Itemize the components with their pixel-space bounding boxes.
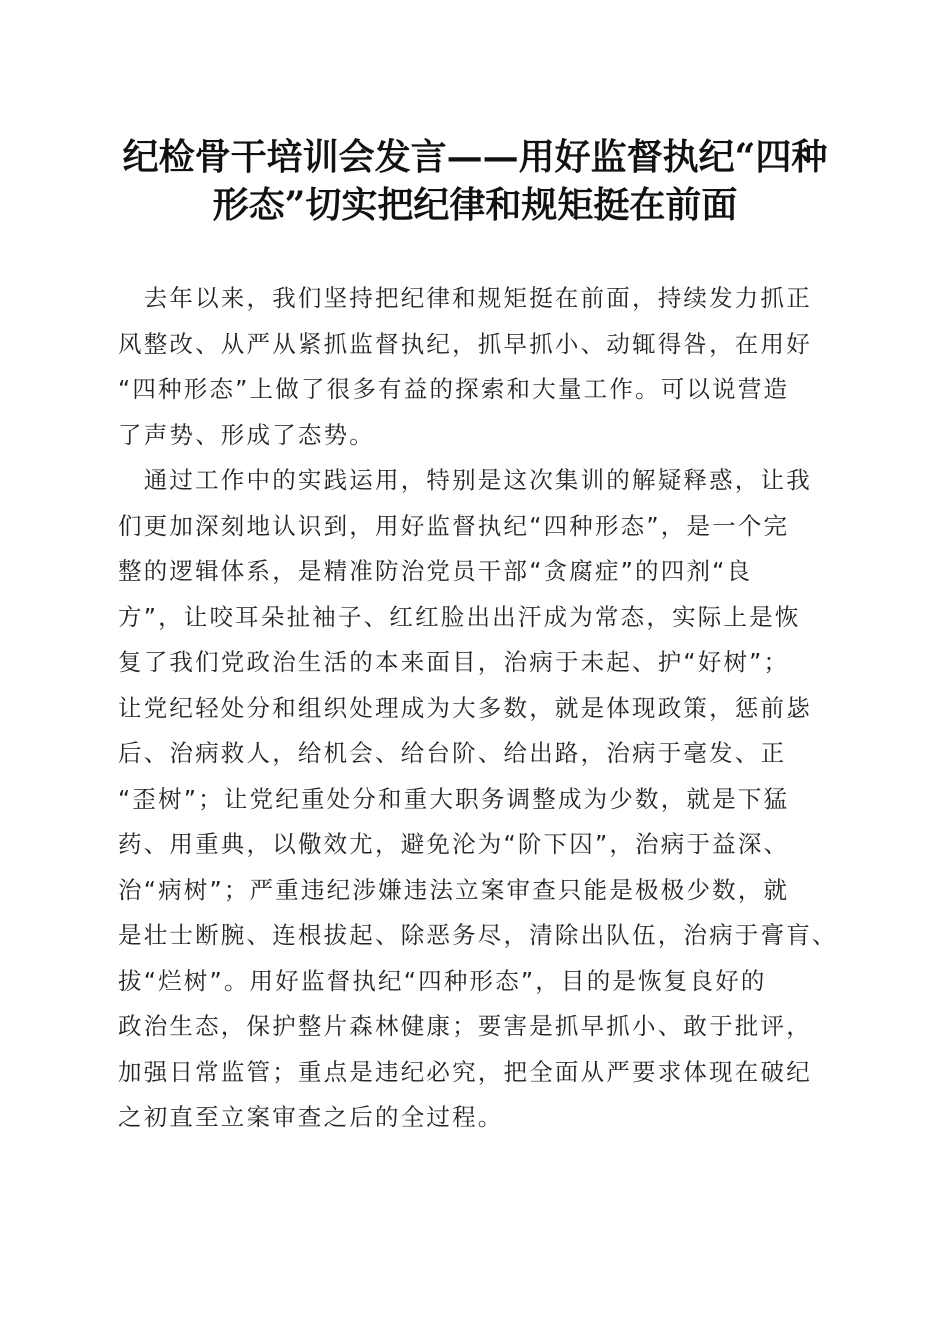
paragraph-line: 复了我们党政治生活的本来面目，治病于未起、护“好树”； (118, 648, 790, 676)
paragraph-line: 政治生态，保护整片森林健康；要害是抓早抓小、敢于批评， (118, 1012, 812, 1040)
paragraph-line: 方”，让咬耳朵扯袖子、红红脸出出汗成为常态，实际上是恢 (118, 602, 801, 631)
paragraph-line: 通过工作中的实践运用，特别是这次集训的解疑释惑，让我 (118, 466, 812, 494)
title-line-2: 形态”切实把纪律和规矩挺在前面 (212, 184, 738, 226)
document-title (100, 133, 850, 229)
paragraph-line: 是壮士断腕、连根拔起、除恶务尽，清除出队伍，治病于膏肓、 (118, 921, 838, 949)
paragraph-line: 治“病树”；严重违纪涉嫌违法立案审查只能是极极少数，就 (118, 875, 790, 904)
paragraph-2 (118, 458, 838, 1141)
paragraph-line: 去年以来，我们坚持把纪律和规矩挺在前面，持续发力抓正 (118, 284, 812, 312)
paragraph-line: 药、用重典，以儆效尤，避免沦为“阶下囚”，治病于益深、 (118, 830, 790, 858)
paragraph-line: “四种形态”上做了很多有益的探索和大量工作。可以说营造 (118, 375, 790, 403)
paragraph-line: 风整改、从严从紧抓监督执纪，抓早抓小、动辄得咎，在用好 (118, 329, 812, 358)
document-body (118, 276, 838, 1141)
paragraph-1 (118, 276, 838, 458)
paragraph-line: 拔“烂树”。用好监督执纪“四种形态”，目的是恢复良好的 (118, 966, 767, 995)
title-line-1: 纪检骨干培训会发言——用好监督执纪“四种 (122, 136, 828, 178)
paragraph-line: “歪树”；让党纪重处分和重大职务调整成为少数，就是下猛 (118, 784, 790, 813)
paragraph-line: 了声势、形成了态势。 (118, 420, 375, 449)
paragraph-line: 后、治病救人，给机会、给台阶、给出路，治病于毫发、正 (118, 739, 787, 767)
paragraph-line: 之初直至立案审查之后的全过程。 (118, 1103, 504, 1131)
paragraph-line: 加强日常监管；重点是违纪必究，把全面从严要求体现在破纪 (118, 1057, 812, 1086)
paragraph-line: 让党纪轻处分和组织处理成为大多数，就是体现政策，惩前毖 (118, 693, 812, 722)
paragraph-line: 们更加深刻地认识到，用好监督执纪“四种形态”，是一个完 (118, 511, 790, 540)
paragraph-line: 整的逻辑体系，是精准防治党员干部“贪腐症”的四剂“良 (118, 557, 753, 585)
